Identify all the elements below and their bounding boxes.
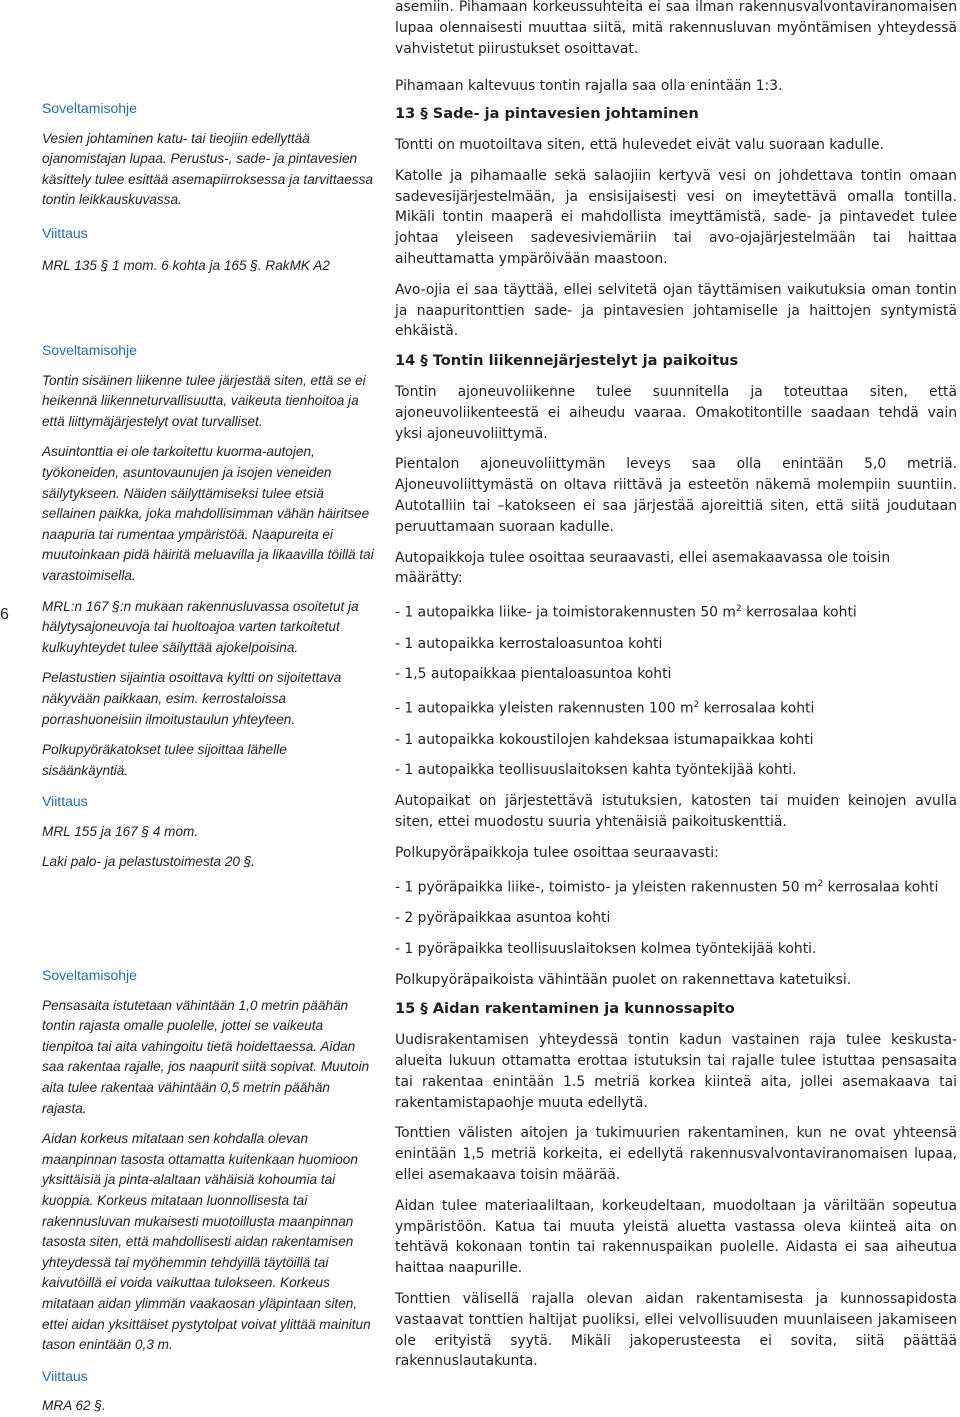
list-item: - 1 autopaikka teollisuuslaitoksen kahta työntekijää kohti. [395,762,797,779]
section-heading-15: 15 § Aidan rakentaminen ja kunnossapito [395,1000,735,1018]
page-number: 6 [0,606,9,623]
list-item [395,874,957,898]
reference-heading: Viittaus [42,224,88,241]
paragraph: Tontin ajoneuvoliikenne tulee suunnitella ja toteuttaa siten, että ajoneuvoliikenteestä ei aiheudu vaaraa. Omakotitontille saadaan tehdä vain yksi ajoneuvoliittymä. [395,383,957,442]
paragraph: Tonttien välisellä rajalla olevan aidan rakentamisesta ja kunnossapidosta vastaavat tonttien haltijat puoliksi, ellei velvollisuuden muunlaiseen jakamiseen ole erityistä syytä. Mikäli jakoperusteesta ei sovita, siitä päättää rakennuslautakunta. [395,1290,957,1370]
note-text: Asuintonttia ei ole tarkoitettu kuorma-autojen, työkoneiden, asuntovaunujen ja isojen veneiden säilytykseen. Näiden säilyttämiseksi tulee etsiä sellainen paikka, joka mahdollisimman vähän häiritsee naapuria tai rumentaa ympäristöä. Naapureita ei muutoinkaan pidä häiritä meluavilla ja likaavilla töillä tai varastoimisella. [42,444,374,583]
paragraph: Tontti on muotoiltava siten, että hulevedet eivät valu suoraan kadulle. [395,136,884,153]
reference-heading: Viittaus [42,793,88,810]
list-item [395,695,957,719]
paragraph: Katolle ja pihamaalle sekä salaojiin kertyvä vesi on johdettava tontin omaan sadevesijärjestelmään, ja ensisijaisesti vesi on imeytettävä omalla tontilla. Mikäli tontin maaperä ei mahdollista imeyttämistä, sade- ja pintavedet tulee johtaa yleiseen sadevesiviemäriin tai avo-ojajärjestelmään tai haittaa aiheuttamatta ympäröivään maastoon. [395,167,957,267]
paragraph: Autopaikat on järjestettävä istutuksien, katosten tai muiden keinojen avulla siten, ettei muodostu suuria yhtenäisiä paikoituskenttiä. [395,793,957,830]
reference-text: Laki palo- ja pelastustoimesta 20 §. [42,854,256,870]
paragraph: Pihamaan kaltevuus tontin rajalla saa olla enintään 1:3. [395,78,783,95]
paragraph: Polkupyöräpaikkoja tulee osoittaa seuraavasti: [395,844,719,861]
list-item: - 1 autopaikka kokoustilojen kahdeksaa istumapaikkaa kohti [395,731,814,748]
paragraph: Aidan tulee materiaaliltaan, korkeudeltaan, muodoltaan ja väriltään sopeutua ympäristöön. Katua tai muuta yleistä aluetta vastassa oleva kiinteä aita on tehtävä kokonaan tontin tai rakennuspaikan puolelle. Aidasta ei saa aiheutua haittaa naapurille. [395,1197,957,1277]
list-item: - 1,5 autopaikkaa pientaloasuntoa kohti [395,666,672,683]
list-item-text: - 1 pyöräpaikka liike-, toimisto- ja yleisten rakennusten 50 m [395,879,818,896]
note-text: Pelastustien sijaintia osoittava kyltti on sijoitettava näkyvään paikkaan, esim. kerrostaloissa porrashuoneisiin ilmoitustaulun yhteyteen. [42,670,342,727]
note-text: Tontin sisäinen liikenne tulee järjestää siten, että se ei heikennä liikenneturvallisuutta, vaikeuta tienhoitoa ja että liittymäjärjestelyt ovat turvalliset. [42,372,366,429]
regulation-column [395,0,957,1372]
application-note-block-1 [42,98,375,276]
list-item-text: - 1 autopaikka liike- ja toimistorakennusten 50 m [395,604,736,621]
paragraph: asemiin. Pihamaan korkeussuhteita ei saa ilman rakennusvalvontaviranomaisen lupaa olennaisesti muuttaa siitä, mitä rakennusluvan myöntämisen yhteydessä vahvistetut piirustukset osoittavat. [395,0,957,57]
list-item: - 1 pyöräpaikka teollisuuslaitoksen kolmea työntekijää kohti. [395,940,817,957]
reference-heading: Viittaus [42,1367,88,1384]
paragraph: Avo-ojia ei saa täyttää, ellei selvitetä ojan täyttämisen vaikutuksia oman tontin ja naapuritonttien sade- ja pintavesien johtamiselle ja haittojen syntymistä ehkäistä. [395,281,957,340]
note-text: Pensasaita istutetaan vähintään 1,0 metrin päähän tontin rajasta omalle puolelle, jottei se vaikeuta tienpitoa tai aita vahingoitu tietä hoidettaessa. Aidan saa rakentaa rajalle, jos naapurit siitä sopivat. Muutoin aita tulee rakentaa vähintään 0,5 metrin päähän rajasta. [42,997,370,1116]
block-heading: Soveltamisohje [42,967,137,983]
note-text: Polkupyöräkatokset tulee sijoittaa lähelle sisäänkäyntiä. [42,742,287,778]
section-heading-14: 14 § Tontin liikennejärjestelyt ja paikoitus [395,352,739,370]
superscript: 2 [735,604,742,615]
note-text: Vesien johtaminen katu- tai tieojiin edellyttää ojanomistajan lupaa. Perustus-, sade- ja pintavesien käsittely tulee esittää asemapiirroksessa ja tarvittaessa tontin leikkauskuvassa. [42,130,373,208]
note-text: MRL:n 167 §:n mukaan rakennusluvassa osoitetut ja hälytysajoneuvoja tai huoltoajoa varten tarkoitetut kulkuyhteydet tulee säilyttää ajokelpoisina. [42,598,359,655]
list-item: - 2 pyöräpaikkaa asuntoa kohti [395,909,611,926]
list-item-text: kerrosalaa kohti [823,879,939,896]
block-heading: Soveltamisohje [42,342,137,358]
section-heading-13: 13 § Sade- ja pintavesien johtaminen [395,105,699,123]
application-note-block-3 [42,965,375,1417]
list-item: - 1 autopaikka kerrostaloasuntoa kohti [395,635,663,652]
paragraph: Uudisrakentamisen yhteydessä tontin kadun vastainen raja tulee keskusta-alueita lukuun ottamatta erottaa istutuksin tai rajalle tulee istuttaa pensasaita tai rakentaa enintään 1.5 metriä korkea kiinteä aita, jollei asemakaava tai rakentamistapaohje muuta edellytä. [395,1032,957,1111]
superscript: 2 [817,878,824,889]
reference-text: MRL 135 § 1 mom. 6 kohta ja 165 §. RakMK A2 [42,257,330,273]
list-item-text: kerrosalaa kohti [699,700,815,717]
list-item-text: - 1 autopaikka yleisten rakennusten 100 m [395,700,694,717]
block-heading: Soveltamisohje [42,100,137,116]
list-item-text: kerrosalaa kohti [741,604,857,621]
superscript: 2 [693,700,700,711]
application-note-block-2 [42,340,375,873]
paragraph: Autopaikkoja tulee osoittaa seuraavasti, ellei asemakaavassa ole toisin määrätty: [395,549,891,587]
paragraph: Pientalon ajoneuvoliittymän leveys saa olla enintään 5,0 metriä. Ajoneuvoliittymästä on oltava riittävä ja esteetön näkemä molempiin suuntiin. Autotalliin tai –katokseen ei saa järjestää ajoreittiä siten, että siitä joudutaan peruuttamaan suoraan kadulle. [395,456,957,535]
list-item [395,599,957,623]
note-text: Aidan korkeus mitataan sen kohdalla olevan maanpinnan tasosta ottamatta kuitenkaan huomioon yksittäisiä ja pinta-alaltaan vähäisiä kohoumia tai kuoppia. Korkeus mitataan luonnollisesta tai rakennusluvan mukaisesti muotoillusta maanpinnan tasosta siten, että mahdollisesti aidan rakentamisen yhteydessä tai myöhemmin tehdyillä täytöillä tai kaivutöillä ei voida vaikuttaa tulokseen. Korkeus mitataan aidan ylimmän vaakaosan yläpintaan siten, ettei aidan yksittäiset pystytolpat voivat ylittää mainitun tason enintään 0,3 m. [42,1131,371,1353]
reference-text: MRA 62 §. [42,1398,106,1414]
paragraph: Polkupyöräpaikoista vähintään puolet on rakennettava katetuiksi. [395,971,852,988]
paragraph: Tonttien välisten aitojen ja tukimuurien rakentaminen, kun ne ovat yhteensä enintään 1,5 metriä korkeita, ei edellytä rakennusvalvontaviranomaisen lupaa, ellei asemakaava toisin määrää. [395,1125,957,1183]
reference-text: MRL 155 ja 167 § 4 mom. [42,823,199,839]
